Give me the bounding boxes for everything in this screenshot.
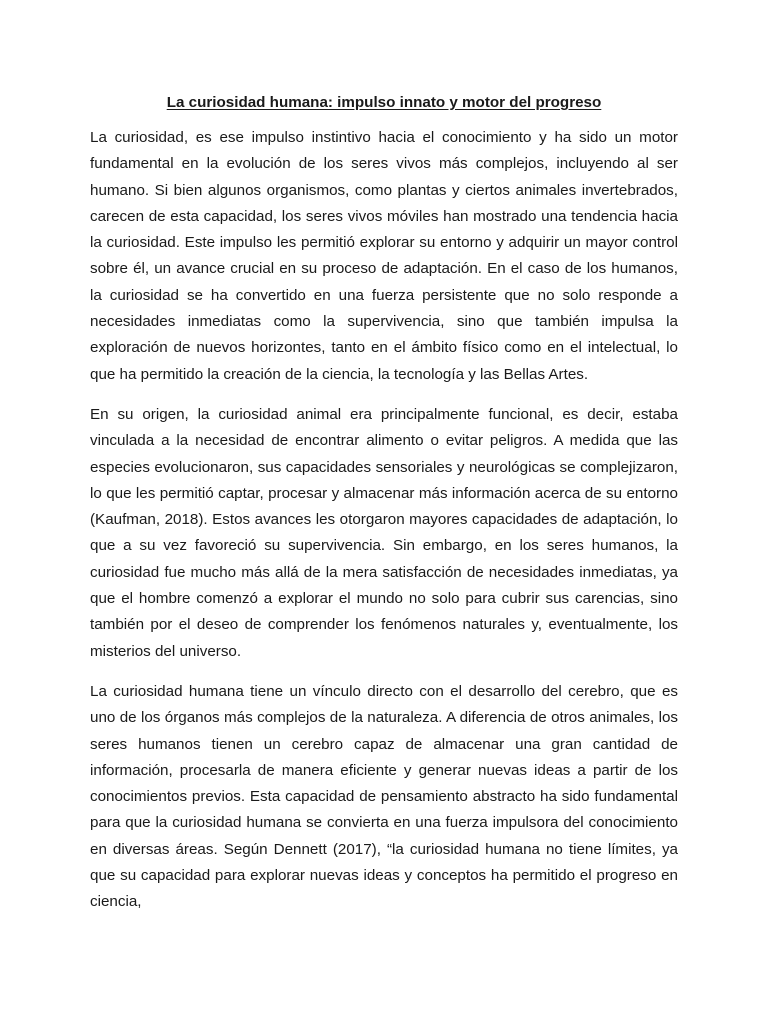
paragraph-3: La curiosidad humana tiene un vínculo directo con el desarrollo del cerebro, que es uno de los órganos más complejos de la naturaleza. A diferencia de otros animales, los seres humanos tienen un cerebro capaz de almacenar una gran cantidad de información, procesarla de manera eficiente y generar nuevas ideas a partir de los conocimientos previos. Esta capacidad de pensamiento abstracto ha sido fundamental para que la curiosidad humana se convierta en una fuerza impulsora del conocimiento en diversas áreas. Según Dennett (2017), “la curiosidad humana no tiene límites, ya que su capacidad para explorar nuevas ideas y conceptos ha permitido el progreso en ciencia, [90,682,678,911]
paragraph-1: La curiosidad, es ese impulso instintivo hacia el conocimiento y ha sido un motor fundamental en la evolución de los seres vivos más complejos, incluyendo al ser humano. Si bien algunos organismos, como plantas y ciertos animales invertebrados, carecen de esta capacidad, los seres vivos móviles han mostrado una tendencia hacia la curiosidad. Este impulso les permitió explorar su entorno y adquirir un mayor control sobre él, un avance crucial en su proceso de adaptación. En el caso de los humanos, la curiosidad se ha convertido en una fuerza persistente que no solo responde a necesidades inmediatas como la supervivencia, sino que también impulsa la exploración de nuevos horizontes, tanto en el ámbito físico como en el intelectual, lo que ha permitido la creación de la ciencia, la tecnología y las Bellas Artes. [90,129,678,383]
document-body [90,91,678,930]
document-title: La curiosidad humana: impulso innato y motor del progreso [166,94,602,111]
paragraph-2: En su origen, la curiosidad animal era principalmente funcional, es decir, estaba vinculada a la necesidad de encontrar alimento o evitar peligros. A medida que las especies evolucionaron, sus capacidades sensoriales y neurológicas se complejizaron, lo que les permitió captar, procesar y almacenar más información acerca de su entorno (Kaufman, 2018). Estos avances les otorgaron mayores capacidades de adaptación, lo que a su vez favoreció su supervivencia. Sin embargo, en los seres humanos, la curiosidad fue mucho más allá de la mera satisfacción de necesidades inmediatas, ya que el hombre comenzó a explorar el mundo no solo para cubrir sus carencias, sino también por el deseo de comprender los fenómenos naturales y, eventualmente, los misterios del universo. [90,405,678,660]
